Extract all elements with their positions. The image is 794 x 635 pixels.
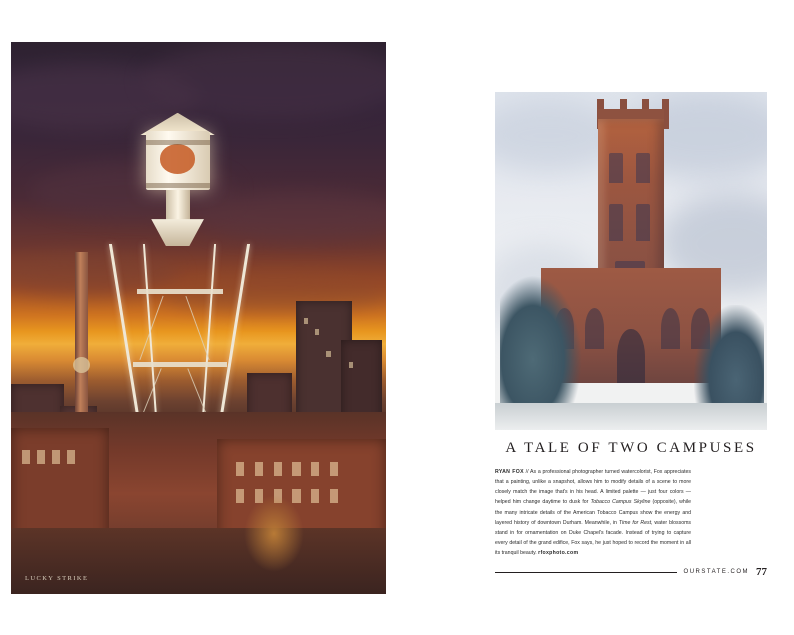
tank-band (146, 140, 210, 145)
building-window (304, 318, 309, 324)
footer-divider (495, 572, 677, 573)
tank-band (146, 183, 210, 188)
factory-window (22, 450, 30, 463)
factory-window (330, 462, 338, 476)
tower-cross-brace (185, 296, 210, 360)
body-part-1c: , water blossoms stand in for ornamentation on Duke Chapel's facade. Instead of trying to capture every detail of the grand edifice, Fox says, he just hoped to record the moment in all its tranquil beauty. (495, 519, 691, 557)
page-title: A TALE OF TWO CAMPUSES (505, 440, 757, 456)
byline-separator: // (525, 469, 529, 475)
website-credit[interactable]: rfoxphoto.com (538, 550, 579, 557)
building-window (349, 362, 354, 368)
foliage-cluster (244, 495, 304, 572)
chapel-lawn (495, 403, 767, 430)
watercolor-time-for-rest (495, 92, 767, 430)
artwork-caption: LUCKY STRIKE (25, 575, 89, 582)
chapel-arch-window (585, 308, 604, 349)
artwork-title-1: Tobacco Campus Skyline (590, 499, 651, 506)
chapel-tower-window (609, 153, 623, 183)
watercolor-tobacco-campus-skyline (11, 42, 386, 594)
chapel-arch-window (661, 308, 680, 349)
building-window (326, 351, 331, 357)
factory-window (255, 462, 263, 476)
smokestack-badge (73, 357, 90, 374)
page-footer (495, 566, 767, 578)
factory-window (274, 462, 282, 476)
factory-window (292, 462, 300, 476)
factory-window (67, 450, 75, 463)
factory-window (330, 489, 338, 503)
tower-neck (166, 190, 190, 222)
tower-brace (133, 362, 227, 367)
lucky-strike-logo (160, 144, 196, 173)
chapel-tower-window (636, 153, 650, 183)
artwork-title-2: Time for Rest (618, 519, 652, 526)
page-number: 77 (756, 566, 767, 578)
factory-roofline (11, 528, 386, 594)
factory-window (311, 489, 319, 503)
body-part-1b: (opposite), while the many intricate details of the American Tobacco Campus show the energy and layered history of downtown Durham. Meanwhile, in (495, 499, 692, 526)
tower-brace (137, 289, 223, 294)
footer-brand: OURSTATE.COM (683, 569, 749, 575)
right-page (397, 0, 794, 635)
tower-cone (151, 219, 204, 246)
building-window (315, 329, 320, 335)
chapel-entrance (617, 329, 644, 383)
chapel-tower-window (636, 204, 650, 241)
body-part-1a: A limited palette — just four colors — helped him change daytime to dusk for (495, 489, 691, 506)
factory-window (52, 450, 60, 463)
byline: RYAN FOX (495, 469, 524, 475)
factory-window (37, 450, 45, 463)
chapel-tower-window (609, 204, 623, 241)
factory-window (311, 462, 319, 476)
body-intro: As a professional photographer turned watercolorist, Fox appreciates that a painting, unlike a snapshot, allows him to modify details of a scene to more closely match the image that's in his head. (495, 469, 691, 496)
article-body (495, 467, 691, 558)
foreground-trees-left (500, 275, 582, 417)
factory-window (236, 462, 244, 476)
